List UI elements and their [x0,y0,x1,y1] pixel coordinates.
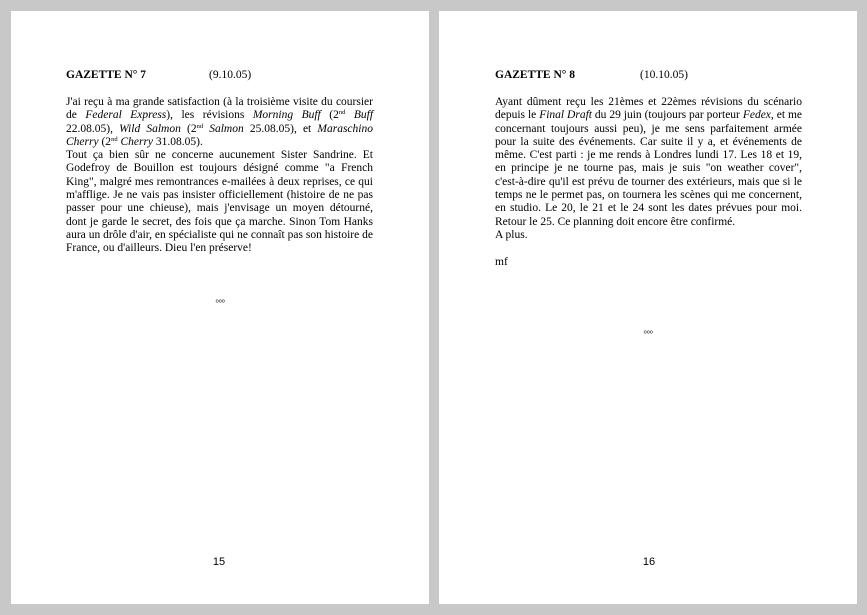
paragraph: A plus. [495,228,528,241]
title-fedex: Fedex [742,109,771,122]
gazette-date: (9.10.05) [209,69,252,81]
page-15 [11,11,429,604]
superscript-nd: nd [196,122,204,130]
superscript-nd: nd [338,109,346,117]
gazette-heading [66,68,252,82]
section-separator: °°° [215,298,225,308]
text-run: (2 [320,109,339,122]
text-run: 25.08.05), et [243,122,318,135]
text-run: Ayant dûment reçu les 21èmes et 22èmes révisions du scénario depuis le [495,96,802,122]
signature: mf [495,255,508,268]
gazette-title: GAZETTE N° 7 [66,69,147,81]
text-run: du 29 juin (toujours par porteur [591,109,743,122]
title-buff: Buff [353,109,374,122]
paragraph: Tout ça bien sûr ne concerne aucunement Sister Sandrine. Et Godefroy de Bouillon est toujours désigné comme "a French King", malgré mes remontrances e-mailées à deux reprises, ce qui m'afflige. Je ne vais pas insister officiellement (histoire de ne pas passer pour une chieuse), mais j'envisage un moyen détourné, dont je garde le secret, des fois que ça marche. Sinon Tom Hanks aura un drôle d'air, en spécialiste qui ne connaît pas son histoire de France, ou d'ailleurs. Dieu l'en préserve! [66,149,373,255]
title-salmon: Salmon [209,122,244,135]
gazette-date: (10.10.05) [640,69,688,81]
title-maraschino-cherry: Maraschino Cherry [66,122,373,148]
text-run: 22.08.05), [66,122,120,135]
paragraph [495,96,802,229]
gazette-title: GAZETTE N° 8 [495,69,576,81]
superscript-nd: nd [111,135,118,143]
text-run [345,109,354,121]
section-separator: °°° [643,329,653,339]
text-run: (2 [180,122,197,135]
gazette-heading [495,68,688,82]
title-cherry: Cherry [120,135,154,148]
gazette-body [66,96,373,256]
text-run: , et me concernant toujours aussi peu), je me sens parfaitement armée pour la suite des événements. Car suite il y a, et événements de même. C'est parti : je me rends à Londres lundi 17. Les 18 et 19, en principe je ne tourne pas, mais je suis "on weather cover", c'est-à-dire qu'il est prévu de tourner des extérieurs, mais que si le temps ne le permet pas, on tournera les scènes qui me concernent, en studio. Le 20, le 21 et le 24 sont les dates prévues pour moi. Retour le 25. Ce planning doit encore être confirmé. [495,109,803,228]
text-run: J'ai reçu à ma grande satisfaction (à la troisième visite du coursier de [66,96,373,122]
text-run: 31.08.05). [153,135,203,148]
title-federal-express: Federal Express [85,109,167,122]
title-wild-salmon: Wild Salmon [119,122,181,135]
title-final-draft: Final Draft [539,109,592,122]
gazette-body [495,96,802,269]
page-number: 16 [642,556,656,568]
title-morning-buff: Morning Buff [252,109,321,122]
paragraph [66,96,373,149]
page-number: 15 [212,556,226,568]
text-run: (2 [98,135,112,148]
text-run: ), les révisions [166,109,253,122]
page-16 [439,11,857,604]
